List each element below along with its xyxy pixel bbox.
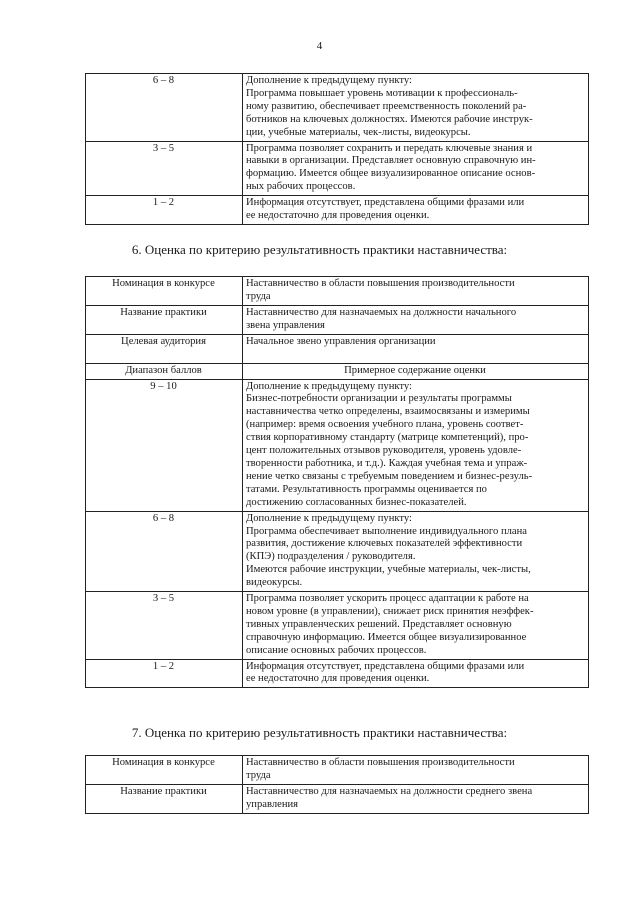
text-line: звена управления — [246, 319, 325, 331]
section-7-heading: 7. Оценка по критерию результативность практики наставничества: — [131, 725, 508, 740]
text-line: ее недостаточно для проведения оценки. — [246, 673, 430, 685]
info-value — [243, 784, 589, 813]
text-line: Программа обеспечивает выполнение индивидуального плана — [246, 525, 527, 537]
description-cell — [243, 141, 589, 196]
text-line: ее недостаточно для проведения оценки. — [246, 210, 430, 222]
text-line: Программа позволяет сохранить и передать ключевые знания и — [246, 142, 533, 154]
info-row-audience — [86, 334, 589, 363]
table-row — [86, 74, 589, 142]
description-cell — [243, 379, 589, 511]
text-line: наставничества четко определены, взаимосвязаны и измеримы — [246, 406, 530, 418]
info-label: Название практики — [86, 305, 243, 334]
info-row-nomination — [86, 277, 589, 306]
text-line: нение четко связаны с требуемым поведением и бизнес-резуль- — [246, 470, 533, 482]
text-line: Наставничество для назначаемых на должности среднего звена — [246, 785, 533, 797]
score-range-cell: 1 – 2 — [86, 659, 243, 688]
table-header-row — [86, 363, 589, 379]
column-header-content: Примерное содержание оценки — [243, 363, 589, 379]
table-row — [86, 592, 589, 660]
text-line: труда — [246, 769, 271, 781]
score-range-cell: 3 – 5 — [86, 592, 243, 660]
description-cell — [243, 659, 589, 688]
info-value — [243, 756, 589, 785]
score-range-cell: 3 – 5 — [86, 141, 243, 196]
text-line: творенности работника, и т.д.). Каждая учебная тема и упраж- — [246, 457, 528, 469]
info-row-practice-name — [86, 784, 589, 813]
info-label: Номинация в конкурсе — [86, 277, 243, 306]
table-body — [86, 277, 589, 688]
table-body — [86, 756, 589, 814]
text-line: Дополнение к предыдущему пункту: — [246, 380, 412, 392]
text-line: (КПЭ) подразделения / руководителя. — [246, 551, 416, 563]
text-line: описание основных рабочих процессов. — [246, 644, 427, 656]
text-line: цент положительных отзывов руководителя, уровень удовле- — [246, 445, 522, 457]
table-row — [86, 141, 589, 196]
table-row — [86, 196, 589, 225]
text-line: Имеются рабочие инструкции, учебные материалы, чек-листы, — [246, 564, 531, 576]
info-label: Целевая аудитория — [86, 334, 243, 363]
score-range-cell: 6 – 8 — [86, 511, 243, 591]
info-row-nomination — [86, 756, 589, 785]
text-line: (например: время освоения учебного плана, уровень соответ- — [246, 419, 524, 431]
text-line: достижению согласованных бизнес-показателей. — [246, 496, 467, 508]
section-7-table — [85, 755, 589, 814]
table-body — [86, 74, 589, 225]
text-line: Информация отсутствует, представлена общими фразами или — [246, 197, 525, 209]
text-line: Программа позволяет ускорить процесс адаптации к работе на — [246, 593, 529, 605]
description-cell — [243, 592, 589, 660]
page-number: 4 — [316, 40, 323, 52]
table-row — [86, 659, 589, 688]
text-line: навыки в организации. Представляет основную справочную ин- — [246, 155, 536, 167]
text-line: видеокурсы. — [246, 577, 303, 589]
text-line: Наставничество для назначаемых на должности начального — [246, 306, 517, 318]
text-line: Наставничество в области повышения производительности — [246, 757, 515, 768]
info-value — [243, 334, 589, 363]
description-cell — [243, 511, 589, 591]
text-line: ному развитию, обеспечивает преемственность поколений ра- — [246, 100, 527, 112]
text-line: ции, учебные материалы, чек-листы, видеокурсы. — [246, 126, 471, 138]
text-line: управления — [246, 798, 299, 810]
section-6-heading: 6. Оценка по критерию результативность практики наставничества: — [131, 242, 508, 257]
table-row — [86, 379, 589, 511]
score-table-continued — [85, 73, 589, 225]
info-label: Название практики — [86, 784, 243, 813]
text-line: ных рабочих процессов. — [246, 181, 356, 193]
info-label: Номинация в конкурсе — [86, 756, 243, 785]
text-line: ствия корпоративному стандарту (матрице компетенций), про- — [246, 432, 529, 444]
text-line: Дополнение к предыдущему пункту: — [246, 512, 412, 524]
score-range-cell: 9 – 10 — [86, 379, 243, 511]
info-value — [243, 305, 589, 334]
text-line: тивных управленческих решений. Представляет основную — [246, 618, 512, 630]
description-cell — [243, 74, 589, 142]
text-line: развития, достижение ключевых показателей эффективности — [246, 538, 523, 550]
text-line: формацию. Имеется общее визуализированное описание основ- — [246, 168, 536, 180]
text-line: Начальное звено управления организации — [246, 335, 436, 347]
text-line: Программа повышает уровень мотивации к профессиональ- — [246, 87, 518, 99]
column-header-range: Диапазон баллов — [86, 363, 243, 379]
text-line: Информация отсутствует, представлена общими фразами или — [246, 660, 525, 672]
text-line: Наставничество в области повышения производительности — [246, 278, 515, 289]
info-row-practice-name — [86, 305, 589, 334]
description-cell — [243, 196, 589, 225]
text-line: ботников на ключевых должностях. Имеются рабочие инструк- — [246, 113, 533, 125]
table-row — [86, 511, 589, 591]
text-line: Дополнение к предыдущему пункту: — [246, 75, 412, 86]
score-range-cell: 1 – 2 — [86, 196, 243, 225]
score-range-cell: 6 – 8 — [86, 74, 243, 142]
text-line: новом уровне (в управлении), снижает риск принятия неэффек- — [246, 605, 534, 617]
section-6-table — [85, 276, 589, 688]
text-line: справочную информацию. Имеется общее визуализированное — [246, 631, 527, 643]
text-line: Бизнес-потребности организации и результаты программы — [246, 393, 512, 405]
text-line: труда — [246, 290, 271, 302]
info-value — [243, 277, 589, 306]
text-line: татами. Результативность программы оценивается по — [246, 483, 487, 495]
